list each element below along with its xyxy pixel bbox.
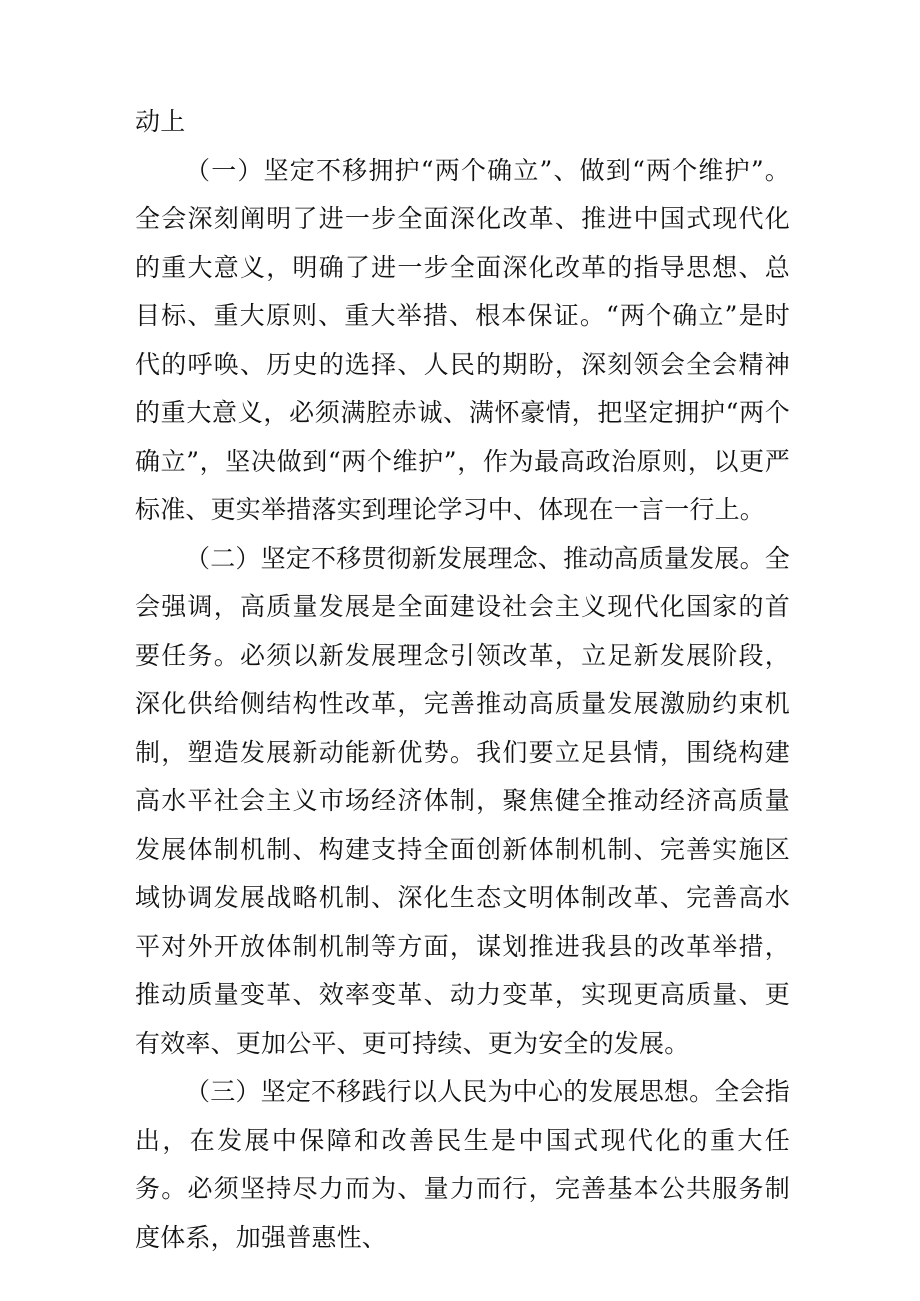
document-body <box>135 98 790 1262</box>
continuation-line: 动上 <box>135 107 186 136</box>
paragraph-one: （一）坚定不移拥护“两个确立”、做到“两个维护”。全会深刻阐明了进一步全面深化改革、推进中国式现代化的重大意义，明确了进一步全面深化改革的指导思想、总目标、重大原则、重大举措、根本保证。“两个确立”是时代的呼唤、历史的选择、人民的期盼，深刻领会全会精神的重大意义，必须满腔赤诚、满怀豪情，把坚定拥护“两个确立”，坚决做到“两个维护”，作为最高政治原则，以更严标准、更实举措落实到理论学习中、体现在一言一行上。 <box>135 155 790 524</box>
paragraph-two: （二）坚定不移贯彻新发展理念、推动高质量发展。全会强调，高质量发展是全面建设社会主义现代化国家的首要任务。必须以新发展理念引领改革，立足新发展阶段，深化供给侧结构性改革，完善推动高质量发展激励约束机制，塑造发展新动能新优势。我们要立足县情，围绕构建高水平社会主义市场经济体制，聚焦健全推动经济高质量发展体制机制、构建支持全面创新体制机制、完善实施区域协调发展战略机制、深化生态文明体制改革、完善高水平对外开放体制机制等方面，谋划推进我县的改革举措，推动质量变革、效率变革、动力变革，实现更高质量、更有效率、更加公平、更可持续、更为安全的发展。 <box>135 543 790 1058</box>
paragraph-three: （三）坚定不移践行以人民为中心的发展思想。全会指出，在发展中保障和改善民生是中国式现代化的重大任务。必须坚持尽力而为、量力而行，完善基本公共服务制度体系，加强普惠性、 <box>135 1077 790 1252</box>
